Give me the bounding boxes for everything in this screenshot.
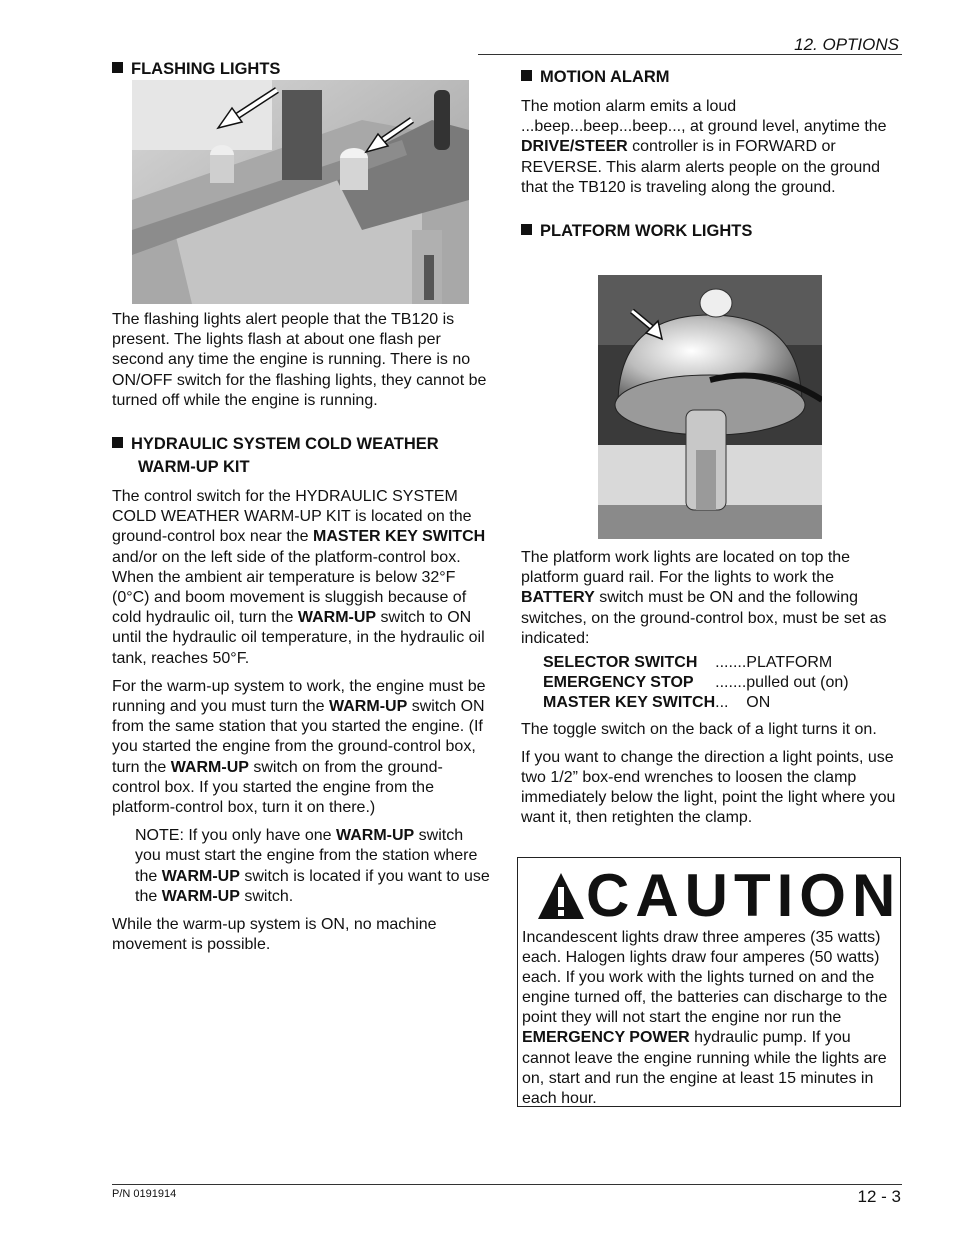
setting-dots: ... xyxy=(715,694,729,712)
bullet-square-icon xyxy=(521,224,532,235)
setting-value: PLATFORM xyxy=(746,654,833,672)
bullet-square-icon xyxy=(112,62,123,73)
setting-key: EMERGENCY STOP xyxy=(543,674,694,692)
warning-triangle-icon xyxy=(536,871,586,921)
footer-rule xyxy=(112,1184,902,1185)
switch-settings-table xyxy=(543,653,849,714)
heading-flashing-lights: FLASHING LIGHTS xyxy=(112,58,490,81)
work-lights-text: The platform work lights are located on top the platform guard rail. For the lights to work the BATTERY switch must be ON and the following switches, on the ground-control box, must be set as indicated: xyxy=(521,549,887,647)
bullet-square-icon xyxy=(521,70,532,81)
hydraulic-paragraph-1: The control switch for the HYDRAULIC SYSTEM COLD WEATHER WARM-UP KIT is located on the ground-control box near the MASTER KEY SWITCH and/or on the left side of the platform-control box. When the ambient air temperature is below 32°F (0°C) and boom movement is sluggish because of cold hydraulic oil, turn the WARM-UP switch to ON until the hydraulic oil temperature, in the hydraulic oil tank, reaches 50°F. xyxy=(112,488,486,667)
caution-header xyxy=(536,862,902,929)
setting-row xyxy=(543,693,849,713)
setting-row xyxy=(543,653,849,673)
platform-work-lights-section xyxy=(521,548,901,837)
heading-platform-work-lights: PLATFORM WORK LIGHTS xyxy=(521,220,901,243)
flashing-lights-photo xyxy=(132,80,469,304)
setting-key: MASTER KEY SWITCH xyxy=(543,694,716,712)
hydraulic-paragraph-3: While the warm-up system is ON, no machine movement is possible. xyxy=(112,916,437,954)
heading-hydraulic-warmup: HYDRAULIC SYSTEM COLD WEATHER WARM-UP KIT xyxy=(112,433,490,479)
setting-row xyxy=(543,673,849,693)
hydraulic-paragraph-2: For the warm-up system to work, the engine must be running and you must turn the WARM-UP switch ON from the same station that you started the engine. (If you started the engine from the ground-control box, turn the WARM-UP switch on from the ground-control box. If you started the engine from the platform-control box, turn it on there.) xyxy=(112,677,486,817)
toggle-switch-text: The toggle switch on the back of a light turns it on. xyxy=(521,720,877,738)
setting-value: pulled out (on) xyxy=(746,674,849,692)
left-column xyxy=(112,58,490,81)
flashing-lights-text: The flashing lights alert people that the TB120 is present. The lights flash at about one flash per second any time the engine is running. There is no ON/OFF switch for the flashing lights, they cannot be turned off while the engine is running. xyxy=(112,311,487,409)
part-number: P/N 0191914 xyxy=(112,1188,177,1200)
caution-word: CAUTION xyxy=(586,862,902,929)
bullet-square-icon xyxy=(112,437,123,448)
flashing-lights-section xyxy=(112,310,490,419)
setting-key: SELECTOR SWITCH xyxy=(543,654,698,672)
work-light-illustration xyxy=(598,275,822,539)
work-light-photo xyxy=(598,275,822,539)
setting-value: ON xyxy=(746,694,771,712)
heading-motion-alarm: MOTION ALARM xyxy=(521,66,901,89)
caution-text: Incandescent lights draw three amperes (35 watts) each. Halogen lights draw four amperes (50 watts) each. If you work with the lights turned on and the engine turned off, the batteries can discharge to the point they will not start the engine nor run the EMERGENCY POWER hydraulic pump. If you cannot leave the engine running while the lights are on, start and run the engine at least 15 minutes in each hour. xyxy=(522,929,888,1107)
setting-dots: ....... xyxy=(715,654,747,672)
motion-alarm-text: The motion alarm emits a loud ...beep...beep...beep..., at ground level, anytime the DRIVE/STEER controller is in FORWARD or REVERSE. This alarm alerts people on the ground that the TB120 is traveling along the ground. xyxy=(521,98,887,196)
page-number: 12 - 3 xyxy=(857,1187,901,1206)
flashing-lights-illustration xyxy=(132,80,469,304)
setting-dots: ....... xyxy=(715,674,747,692)
header-rule xyxy=(478,54,902,55)
right-column xyxy=(521,66,901,243)
section-title: 12. OPTIONS xyxy=(794,35,899,54)
light-direction-text: If you want to change the direction a light points, use two 1/2” box-end wrenches to loosen the clamp immediately below the light, point the light where you want it, then retighten the clamp. xyxy=(521,748,896,827)
caution-box xyxy=(517,857,901,1107)
hydraulic-note: NOTE: If you only have one WARM-UP switch you must start the engine from the station where the WARM-UP switch is located if you want to use the WARM-UP switch. xyxy=(135,827,490,905)
hydraulic-section xyxy=(112,433,490,963)
